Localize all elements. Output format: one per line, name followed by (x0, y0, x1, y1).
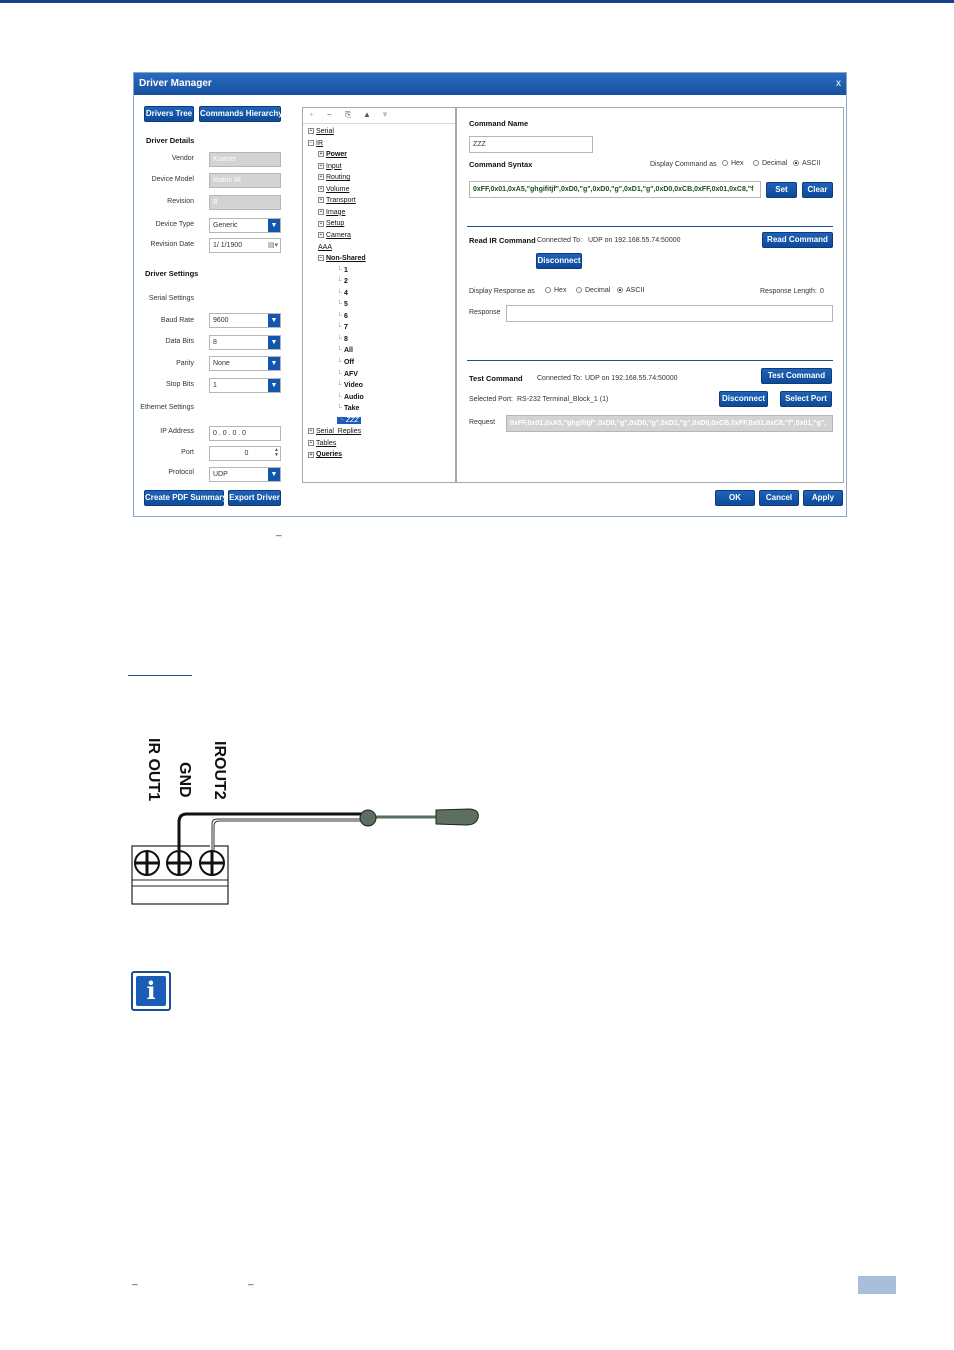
expand-icon[interactable]: + (319, 220, 323, 227)
signal-wire (214, 821, 368, 850)
tree-node-label: Input (326, 162, 342, 170)
tree-node-label: Power (326, 151, 348, 159)
protocol-value: UDP (213, 471, 228, 478)
port-stepper[interactable] (209, 446, 281, 461)
top-rule (0, 0, 954, 3)
tree-node-label: Image (326, 208, 346, 216)
tree-node-label: 4 (343, 289, 348, 297)
parity-label: Parity (176, 360, 194, 367)
expand-icon[interactable]: + (319, 209, 323, 215)
tree-node[interactable] (337, 417, 361, 424)
copy-icon[interactable]: ⎘ (345, 110, 352, 119)
screw-terminal-1 (135, 851, 159, 875)
move-up-icon[interactable]: ▲ (363, 110, 371, 119)
tree-node-label: AFV (343, 370, 358, 378)
expand-icon[interactable]: + (319, 185, 323, 192)
protocol-label: Protocol (168, 469, 194, 476)
test-connected-to-label: Connected To: (537, 375, 583, 382)
selected-port-label: Selected Port: (469, 396, 513, 403)
revision-date-value: 1/ 1/1900 (213, 242, 243, 249)
tree-branch-icon: └ (337, 266, 342, 274)
tree-node-label: Serial (316, 128, 334, 135)
display-ascii-radio[interactable] (793, 160, 820, 167)
response-label: Response (469, 309, 501, 316)
tree-node[interactable] (308, 428, 361, 435)
stop-bits-value: 1 (213, 382, 217, 389)
display-hex-radio[interactable] (722, 160, 743, 167)
request-label: Request (469, 419, 496, 426)
tree-branch-icon: └ (337, 370, 342, 378)
response-field[interactable] (506, 305, 833, 322)
tree-node[interactable] (337, 359, 354, 366)
commands-tree-panel (302, 107, 456, 483)
screw-terminal-2 (167, 851, 191, 875)
device-type-label: Device Type (155, 221, 194, 228)
device-type-select[interactable] (209, 218, 281, 233)
drivers-tree-button[interactable]: Drivers Tree (144, 106, 194, 122)
command-syntax-input[interactable]: 0xFF,0x01,0xA5,"ghgifitjf",0xD0,"g",0xD0,"g",0xD1,"g",0xD0,0xCB,0xFF,0x01,0xC8,"f (469, 181, 761, 198)
add-icon[interactable]: + (309, 110, 314, 119)
apply-button[interactable]: Apply (803, 490, 843, 506)
test-connection-value: UDP on 192.168.55.74:50000 (585, 375, 678, 382)
vendor-label: Vendor (171, 155, 194, 162)
selected-port-value: RS-232 Terminal_Block_1 (1) (517, 396, 609, 403)
tree-node[interactable] (337, 278, 348, 285)
radio-selected-icon (617, 287, 623, 293)
tree-node[interactable] (337, 301, 348, 308)
expand-icon[interactable]: + (319, 162, 323, 169)
tree-node[interactable] (318, 163, 342, 170)
driver-settings-heading: Driver Settings (145, 269, 199, 278)
expand-icon[interactable]: + (309, 451, 313, 458)
revision-field: B (209, 195, 281, 210)
tree-branch-icon: └ (337, 335, 342, 343)
read-command-button[interactable]: Read Command (762, 232, 833, 248)
revision-date-label: Revision Date (150, 241, 194, 248)
hex-label: Hex (731, 160, 744, 167)
response-length-label: Response Length: (760, 288, 817, 295)
request-field: 0xFF,0x01,0xA5,"ghgifitjf",0xD0,"g",0xD0,"g",0xD1,"g",0xD0,0xCB,0xFF,0x01,0xC8,"f",0x01,"g", (506, 415, 833, 432)
tree-node-label: Off (343, 359, 355, 366)
tree-node[interactable] (318, 174, 350, 181)
pin-label-irout2: IROUT2 (211, 741, 228, 800)
command-syntax-label: Command Syntax (469, 160, 533, 169)
export-driver-button[interactable]: Export Driver (228, 490, 281, 506)
baud-rate-select[interactable] (209, 313, 281, 328)
read-connected-to-label: Connected To: (537, 237, 583, 244)
driver-manager-window (133, 72, 847, 517)
device-model-label: Device Model (151, 176, 194, 183)
chevron-down-icon: ▼ (268, 314, 280, 327)
tree-branch-icon: └ (337, 324, 342, 332)
tree-node-label: Audio (343, 393, 364, 401)
data-bits-label: Data Bits (165, 338, 194, 345)
decimal-label: Decimal (762, 160, 788, 167)
tree-node[interactable] (337, 313, 348, 320)
radio-icon (753, 160, 759, 166)
test-command-label: Test Command (469, 374, 523, 383)
tree-node[interactable] (308, 128, 334, 135)
expand-icon[interactable]: + (319, 232, 323, 239)
tree-node-label: Take (343, 405, 360, 413)
device-type-value: Generic (213, 222, 238, 229)
tree-node-label: Camera (326, 231, 351, 239)
ir-emitter-wiring-diagram (120, 800, 500, 915)
expand-icon[interactable]: + (319, 197, 323, 204)
test-disconnect-button[interactable]: Disconnect (719, 391, 768, 407)
create-pdf-summary-button[interactable]: Create PDF Summary (144, 490, 224, 506)
radio-icon (722, 160, 728, 166)
tree-node[interactable] (318, 244, 332, 251)
stray-mark: _ (276, 526, 282, 537)
tree-node-label: IR (316, 139, 323, 147)
ok-button[interactable]: OK (715, 490, 755, 506)
close-icon[interactable]: x (836, 78, 841, 89)
stop-bits-select[interactable] (209, 378, 281, 393)
chevron-down-icon: ▼ (268, 468, 280, 481)
tree-branch-icon: └ (337, 289, 342, 297)
response-length-value: 0 (820, 288, 824, 295)
calendar-icon: ▤▾ (267, 242, 278, 249)
tree-branch-icon: └ (337, 393, 342, 401)
tree-branch-icon: └ (337, 347, 342, 355)
decimal-label: Decimal (585, 287, 611, 294)
tree-node[interactable] (308, 451, 342, 458)
protocol-select[interactable] (209, 467, 281, 482)
tree-branch-icon: └ (337, 382, 342, 390)
tree-node-label: Non-Shared (326, 255, 366, 263)
commands-hierarchy-button[interactable]: Commands Hierarchy (199, 106, 281, 122)
ip-address-label: IP Address (160, 428, 194, 435)
expand-icon[interactable]: + (319, 174, 323, 181)
serial-settings-label: Serial Settings (148, 295, 194, 302)
tree-node[interactable] (318, 197, 356, 204)
tree-node[interactable] (337, 267, 348, 274)
tree-node[interactable] (308, 140, 323, 147)
link-underline (128, 675, 192, 676)
clear-button[interactable]: Clear (802, 182, 833, 198)
tree-branch-icon: └ (337, 312, 342, 320)
tree-branch-icon: └ (339, 416, 344, 424)
response-hex-radio[interactable] (545, 287, 566, 294)
display-command-as-label: Display Command as (650, 161, 717, 168)
tree-node[interactable] (318, 220, 344, 227)
tree-node[interactable] (337, 371, 358, 378)
signal-wire-outline (212, 819, 368, 850)
response-ascii-radio[interactable] (617, 287, 644, 294)
port-value: 0 (244, 450, 249, 457)
select-port-button[interactable]: Select Port (780, 391, 832, 407)
tree-node[interactable] (318, 232, 351, 239)
expand-icon[interactable]: + (309, 440, 313, 446)
tree-node-label: Serial_Replies (316, 428, 362, 436)
tree-node-label: 7 (343, 324, 348, 332)
revision-date-picker[interactable] (209, 238, 281, 253)
signal-wire (212, 819, 368, 850)
footer-mark: _ (248, 1275, 254, 1286)
tree-node-label: Setup (326, 220, 345, 228)
stop-bits-label: Stop Bits (165, 381, 194, 388)
device-model-field: Matrix IR (209, 173, 281, 188)
tree-node[interactable] (318, 186, 349, 193)
tree-branch-icon: └ (337, 405, 342, 413)
driver-details-heading: Driver Details (146, 136, 195, 145)
read-ir-command-label: Read IR Command (469, 236, 536, 245)
chevron-down-icon: ▼ (268, 357, 280, 370)
radio-selected-icon (793, 160, 799, 166)
baud-rate-label: Baud Rate (160, 317, 194, 324)
tree-branch-icon: └ (337, 278, 342, 286)
radio-icon (576, 287, 582, 293)
tree-node-label: 1 (343, 266, 348, 274)
cable-junction (360, 810, 376, 826)
read-connection-value: UDP on 192.168.55.74:50000 (588, 237, 681, 244)
port-label: Port (181, 449, 194, 456)
divider (467, 360, 833, 361)
response-decimal-radio[interactable] (576, 287, 610, 294)
page-number-tab (858, 1276, 896, 1294)
tree-branch-icon: └ (337, 359, 342, 366)
tree-toolbar (303, 108, 455, 124)
tree-node-label: 6 (343, 312, 348, 320)
parity-select[interactable] (209, 356, 281, 371)
collapse-icon[interactable]: − (309, 139, 313, 146)
command-editor-panel (456, 107, 844, 483)
data-bits-select[interactable] (209, 335, 281, 350)
chevron-down-icon: ▼ (268, 379, 280, 392)
tree-node-label: Video (343, 382, 363, 390)
expand-icon[interactable]: + (309, 428, 313, 435)
window-title: Driver Manager (134, 73, 846, 95)
revision-label: Revision (167, 198, 194, 205)
display-response-as-label: Display Response as (469, 288, 535, 295)
test-command-button[interactable]: Test Command (761, 368, 832, 384)
expand-icon[interactable]: + (309, 128, 313, 135)
tree-node-label: AAA (318, 243, 333, 251)
radio-icon (545, 287, 551, 293)
tree-node-label: 5 (343, 301, 348, 309)
tree-node[interactable] (337, 382, 363, 389)
tree-node-label: 2 (343, 278, 348, 286)
chevron-down-icon: ▼ (268, 219, 280, 232)
command-name-label: Command Name (469, 119, 529, 128)
ascii-label: ASCII (802, 160, 821, 167)
tree-node-label: ZZZ (345, 416, 359, 424)
pin-label-gnd: GND (176, 762, 193, 798)
tree-node[interactable] (318, 151, 347, 158)
pin-label-ir-out1: IR OUT1 (145, 738, 162, 802)
ethernet-settings-label: Ethernet Settings (140, 404, 194, 411)
tree-node[interactable] (337, 290, 348, 297)
move-down-icon[interactable]: ▼ (381, 110, 389, 119)
footer-mark: _ (132, 1275, 138, 1286)
tree-node-label: Volume (326, 185, 350, 193)
info-icon-glyph: i (136, 976, 166, 1006)
tree-node-label: Tables (316, 439, 337, 447)
tree-node[interactable] (337, 336, 348, 343)
ir-emitter-head (436, 809, 478, 825)
tree-node[interactable] (318, 209, 345, 216)
parity-value: None (213, 360, 230, 367)
tree-node-label: Queries (316, 451, 343, 459)
collapse-icon[interactable]: − (319, 255, 323, 262)
command-name-input[interactable]: ZZZ (469, 136, 593, 153)
tree-node[interactable] (318, 255, 366, 262)
ascii-label: ASCII (626, 287, 645, 294)
divider (467, 226, 833, 227)
tree-node[interactable] (337, 405, 359, 412)
tree-branch-icon: └ (337, 301, 342, 309)
stepper-arrows-icon[interactable]: ▲ ▼ (274, 447, 279, 458)
tree-node[interactable] (337, 347, 353, 354)
tree-node-label: All (343, 347, 353, 355)
tree-node[interactable] (308, 440, 336, 447)
screw-terminal-3 (200, 851, 224, 875)
ip-address-input[interactable]: 0 . 0 . 0 . 0 (209, 426, 281, 441)
vendor-field: Kramer (209, 152, 281, 167)
display-decimal-radio[interactable] (753, 160, 787, 167)
chevron-down-icon: ▼ (268, 336, 280, 349)
tree-node-label: 8 (343, 335, 348, 343)
tree-node[interactable] (337, 394, 364, 401)
expand-icon[interactable]: + (319, 151, 323, 158)
tree-node[interactable] (337, 324, 348, 331)
remove-icon[interactable]: − (327, 110, 332, 119)
hex-label: Hex (554, 287, 567, 294)
data-bits-value: 8 (213, 339, 217, 346)
set-button[interactable]: Set (766, 182, 797, 198)
info-icon (131, 971, 171, 1011)
baud-rate-value: 9600 (213, 317, 229, 324)
cancel-button[interactable]: Cancel (759, 490, 799, 506)
read-disconnect-button[interactable]: Disconnect (536, 253, 582, 269)
tree-node-label: Routing (326, 174, 351, 182)
tree-node-label: Transport (326, 197, 356, 205)
